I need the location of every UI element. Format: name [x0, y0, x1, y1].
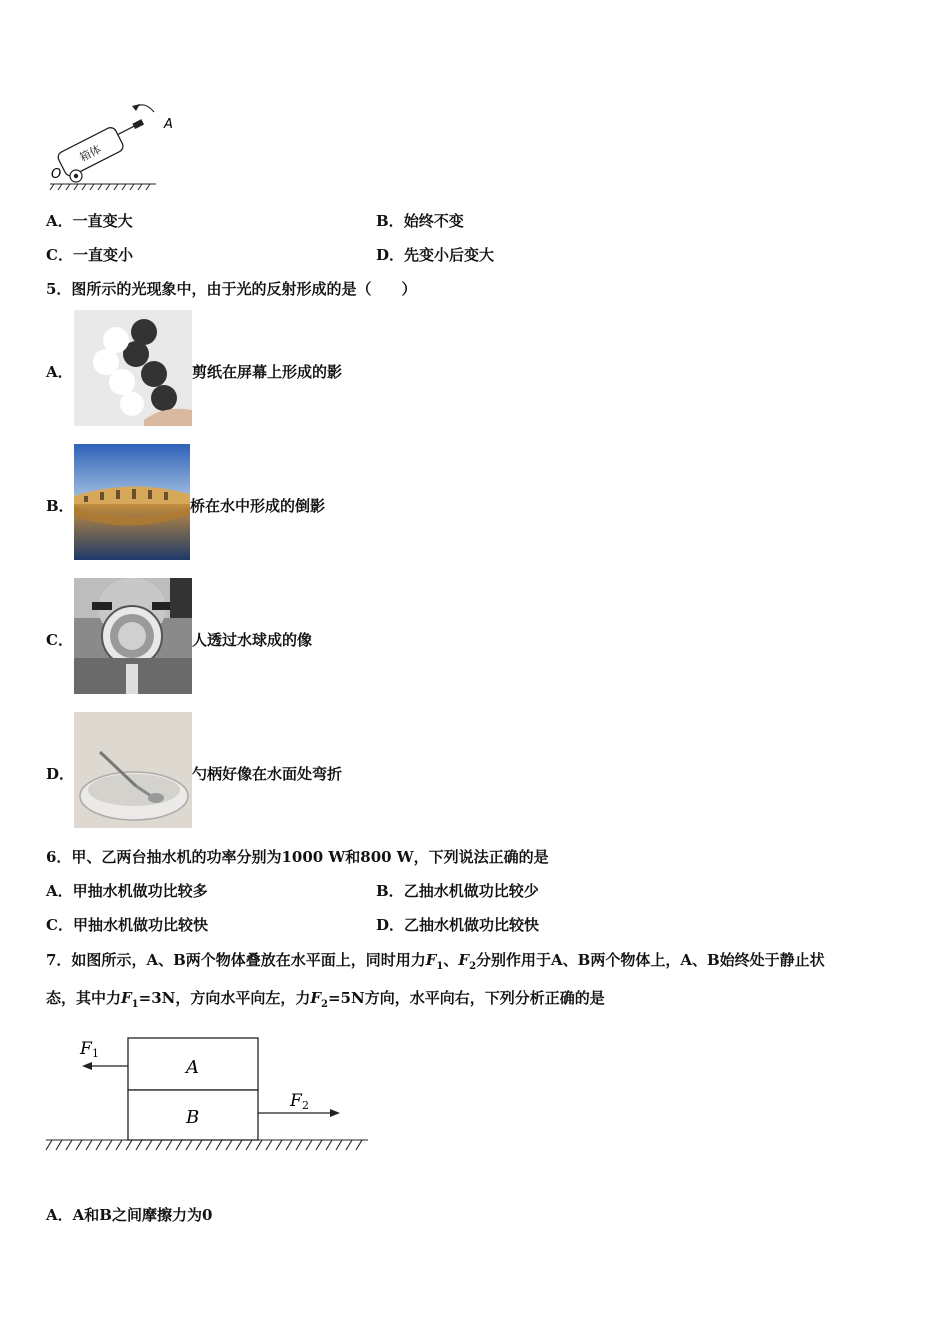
block-b — [128, 1090, 258, 1140]
q5-image-c-water-ball[interactable] — [74, 578, 192, 694]
q5-image-d-spoon-in-water[interactable] — [74, 712, 192, 828]
lever-box-figure — [44, 96, 184, 192]
ground-hatch — [46, 1140, 368, 1150]
q7-option-a[interactable]: A．A和B之间摩擦力为0 — [46, 1206, 213, 1224]
block-a — [128, 1038, 258, 1090]
q5-option-a-caption: 剪纸在屏幕上形成的影 — [192, 363, 343, 381]
q5-option-d-letter[interactable]: D． — [46, 765, 75, 783]
q5-option-b-letter[interactable]: B． — [46, 497, 74, 515]
q6-option-d[interactable]: D．乙抽水机做功比较快 — [376, 916, 540, 934]
svg-text:A: A — [186, 1057, 199, 1078]
q5-option-b-caption: 桥在水中形成的倒影 — [190, 497, 326, 515]
q6-option-b[interactable]: B．乙抽水机做功比较少 — [376, 882, 539, 900]
q6-option-a[interactable]: A．甲抽水机做功比较多 — [46, 882, 208, 900]
svg-text:B: B — [186, 1107, 200, 1128]
q4-option-b[interactable]: B．始终不变 — [376, 212, 464, 230]
svg-text:1: 1 — [92, 1047, 99, 1060]
q7-stem-line2: 态，其中力$F_1=3N$，方向水平向左，力$F_2=5N$方向，水平向右，下列分析正确的是 — [46, 989, 605, 1010]
q4-option-d[interactable]: D．先变小后变大 — [376, 246, 495, 264]
force-f1-arrow — [79, 1039, 128, 1070]
q4-option-c[interactable]: C．一直变小 — [46, 246, 133, 264]
q6-stem: 6．甲、乙两台抽水机的功率分别为1000 W和800 W，下列说法正确的是 — [46, 848, 549, 866]
svg-text:F: F — [80, 1039, 92, 1059]
q7-blocks-figure — [44, 1030, 374, 1154]
ground-hatch — [50, 184, 156, 190]
q7-stem-line1: 7．如图所示，A、B两个物体叠放在水平面上，同时用力$F_1$、$F_2$分别作用于A、B两个物体上，A、B始终处于静止状 — [46, 951, 825, 972]
svg-text:2: 2 — [302, 1099, 309, 1112]
q5-image-b-bridge-reflection[interactable] — [74, 444, 190, 560]
q5-option-d-caption: 勺柄好像在水面处弯折 — [192, 765, 343, 783]
svg-text:F: F — [290, 1091, 302, 1111]
label-o: O — [51, 167, 62, 182]
q5-stem: 5．图所示的光现象中，由于光的反射形成的是（ ） — [46, 280, 417, 298]
q5-option-a-letter[interactable]: A． — [46, 363, 73, 381]
q5-option-c-caption: 人透过水球成的像 — [192, 631, 313, 649]
q6-option-c[interactable]: C．甲抽水机做功比较快 — [46, 916, 208, 934]
q4-option-a[interactable]: A．一直变大 — [46, 212, 133, 230]
q5-image-a-paper-shadow[interactable] — [74, 310, 192, 426]
box-body — [56, 113, 150, 178]
box-label: 箱体 — [77, 142, 104, 165]
q5-option-c-letter[interactable]: C． — [46, 631, 73, 649]
label-a: A — [164, 117, 173, 132]
force-f2-arrow — [258, 1091, 340, 1117]
